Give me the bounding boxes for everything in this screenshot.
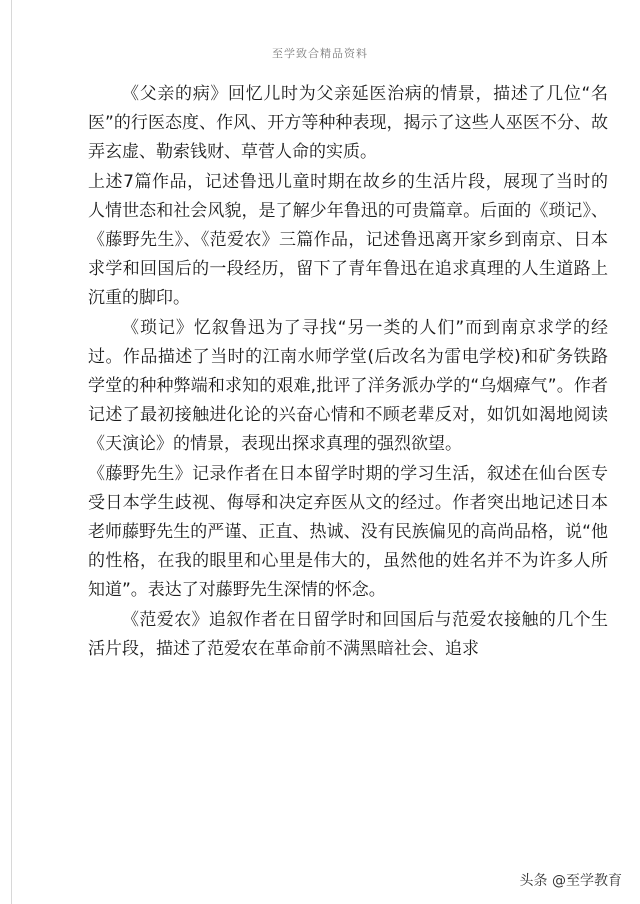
paragraph-suoji: 《琐记》忆叙鲁迅为了寻找“另一类的人们”而到南京求学的经过。作品描述了当时的江南水师学堂(后改名为雷电学校)和矿务铁路学堂的种种弊端和求知的艰难,批评了洋务派办学的“乌烟瘴气”。作者记述了最初接触进化论的兴奋心情和不顾老辈反对，如饥如渴地阅读《天演论》的情景，表现出探求真理的强烈欲望。 <box>88 318 608 454</box>
watermark-label: 头条 @至学教育 <box>516 868 626 892</box>
paragraph-fan-ainong: 《范爱农》追叙作者在日留学时和回国后与范爱农接触的几个生活片段，描述了范爱农在革命前不满黑暗社会、追求 <box>88 610 608 659</box>
paragraph-fujino: 《藤野先生》记录作者在日本留学时期的学习生活，叙述在仙台医专受日本学生歧视、侮辱和决定弃医从文的经过。作者突出地记述日本老师藤野先生的严谨、正直、热诚、没有民族偏见的高尚品格，说“他的性格，在我的眼里和心里是伟大的，虽然他的姓名并不为许多人所知道”。表达了对藤野先生深情的怀念。 <box>88 464 608 600</box>
document-body <box>88 80 608 664</box>
paragraph-summary-seven-works: 上述7篇作品，记述鲁迅儿童时期在故乡的生活片段，展现了当时的人情世态和社会风貌，是了解少年鲁迅的可贵篇章。后面的《琐记》、《藤野先生》、《范爱农》三篇作品，记述鲁迅离开家乡到南京、日本求学和回国后的一段经历，留下了青年鲁迅在追求真理的人生道路上沉重的脚印。 <box>88 172 608 308</box>
paragraph-father-illness: 《父亲的病》回忆儿时为父亲延医治病的情景，描述了几位“名医”的行医态度、作风、开方等种种表现，揭示了这些人巫医不分、故弄玄虚、勒索钱财、草菅人命的实质。 <box>88 84 608 162</box>
page-header: 至学致合精品资料 <box>272 47 368 60</box>
page-edge-line <box>11 0 12 904</box>
